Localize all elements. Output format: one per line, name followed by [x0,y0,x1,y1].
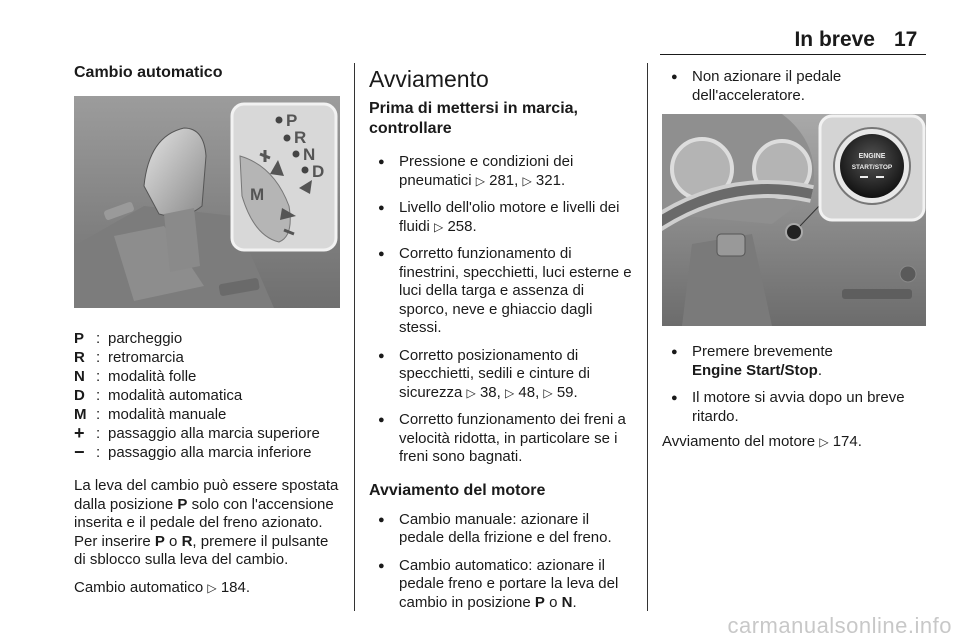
legend-value: passaggio alla marcia inferiore [108,444,312,461]
column-3 [662,64,926,452]
top-list [662,68,926,105]
reference-arrow-icon: ▷ [475,173,485,188]
engine-button-label-1: ENGINE [858,153,886,160]
list-item: ● Non azionare il pedale dell'acceleratore. [662,68,926,105]
legend-row: + : passaggio alla marcia superiore [74,424,340,443]
reference-arrow-icon: ▷ [207,580,217,595]
list-item: ● Corretto posizionamento di specchietti, sedili e cinture di sicurezza ▷ 38, ▷ 48, ▷ 59. [369,347,633,403]
legend-value: modalità manuale [108,406,227,423]
engine-start-stop-label: Engine Start/Stop [692,361,818,379]
list-item: ● Cambio automatico: azionare il pedale freno e portare la leva del cambio in posizione P o N. [369,557,633,613]
reference-arrow-icon: ▷ [434,219,444,234]
section-title-automatic-gearbox: Cambio automatico [74,64,223,81]
gear-label-n: N [303,145,316,164]
column-2 [369,64,633,621]
heading-avviamento: Avviamento [369,66,489,92]
list-item: ● Cambio manuale: azionare il pedale della frizione e del freno. [369,511,633,548]
engine-start-reference-link[interactable]: Avviamento del motore ▷ 174. [662,433,862,450]
dashboard-illustration [662,114,926,331]
list-item: ● Pressione e condizioni dei pneumatici ▷ 281, ▷ 321. [369,153,633,190]
list-item: ● Corretto funzionamento dei freni a velocità ridotta, in particolare se i freni sono bagnati. [369,411,633,467]
legend-row: N : modalità folle [74,367,340,386]
gearbox-reference-link[interactable]: Cambio automatico ▷ 184. [74,578,251,596]
legend-value: modalità folle [108,368,197,385]
engine-button-label-2: START/STOP [851,164,893,171]
dashboard-svg [662,114,926,326]
column-divider-1 [354,63,355,611]
header-rule [660,54,926,55]
list-item: ● Livello dell'olio motore e livelli dei fluidi ▷ 258. [369,199,633,236]
column-1 [74,64,340,597]
legend-row: R : retromarcia [74,348,340,367]
gear-lever-illustration [74,96,340,313]
legend-value: retromarcia [108,349,184,366]
reference-arrow-icon: ▷ [819,435,829,449]
legend-row: − : passaggio alla marcia inferiore [74,443,340,462]
reference-arrow-icon: ▷ [504,385,515,400]
checklist [369,153,633,467]
list-item: ● Il motore si avvia dopo un breve ritardo. [662,389,926,426]
legend-key: M [74,406,87,423]
gear-label-r: R [294,128,307,147]
legend-key: P [74,330,85,347]
legend-value: modalità automatica [108,387,243,404]
legend-row: D : modalità automatica [74,386,340,405]
gear-label-p: P [286,111,298,130]
gear-lever-svg [74,96,340,308]
page-header-title: In breve [794,28,875,51]
gear-label-m: M [250,185,265,204]
legend-key: R [74,349,85,366]
gear-legend [74,329,340,462]
subheading-before-driving: Prima di mettersi in marcia, controllare [369,100,578,137]
reference-arrow-icon: ▷ [543,385,553,400]
legend-key: N [74,368,85,385]
gear-lever-paragraph: La leva del cambio può essere spostata dalla posizione P solo con l'accensione inserita e il pedale del freno azionato. Per inserire P o R, premere il pulsante di sblocco sulla leva del cambio. [74,477,339,568]
legend-value: passaggio alla marcia superiore [108,425,320,442]
gear-label-d: D [312,162,325,181]
legend-row: M : modalità manuale [74,405,340,424]
engine-start-list [369,511,633,613]
legend-row: P : parcheggio [74,329,340,348]
subheading-engine-start: Avviamento del motore [369,481,546,499]
reference-arrow-icon: ▷ [522,173,532,188]
list-item: ● Corretto funzionamento di finestrini, specchietti, luci esterne e luci della targa e assenza di sporco, neve e ghiaccio dagli stessi. [369,245,633,338]
legend-value: parcheggio [108,330,183,347]
legend-key-plus: + [74,423,85,443]
reference-arrow-icon: ▷ [466,385,476,400]
watermark: carmanualsonline.info [727,613,952,638]
page-number: 17 [894,28,918,51]
column-divider-2 [647,63,648,611]
legend-key: D [74,387,85,404]
legend-key-minus: − [74,442,85,462]
list-item: ● Premere brevemente Engine Start/Stop. [662,343,926,380]
engine-start-steps [662,343,926,426]
